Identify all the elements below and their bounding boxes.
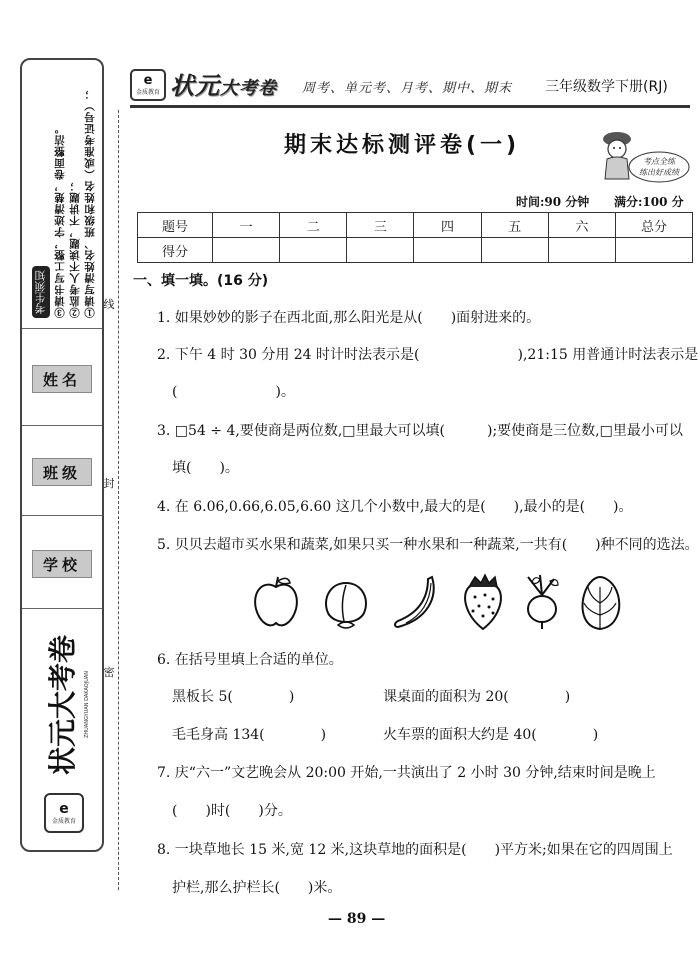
brand-logo-vertical [24, 630, 100, 780]
score-header-cell: 总分 [616, 213, 693, 238]
question-8-line-2: 护栏,那么护栏长( )米。 [172, 880, 342, 896]
score-cell [213, 238, 280, 263]
radish-icon [514, 573, 570, 631]
divider [22, 515, 102, 516]
score-cell [414, 238, 481, 263]
cabbage-icon [572, 573, 628, 631]
score-cell [616, 238, 693, 263]
class-label: 班级 [32, 458, 92, 486]
section-title: 一、填一填。(16 分) [133, 273, 269, 289]
divider [22, 328, 102, 329]
apple-icon [248, 573, 304, 631]
exam-note-1: ①请写清姓名、班级和姓名（或准考证号）； [84, 88, 96, 318]
exam-time: 时间:90 分钟 [516, 195, 590, 209]
question-2-line-2: ( )。 [172, 384, 295, 400]
score-header-cell: 六 [548, 213, 615, 238]
logo-text: 金质教育 [135, 89, 160, 96]
binding-sidebar [20, 58, 104, 852]
name-label: 姓名 [32, 365, 92, 393]
question-3-line-2: 填( )。 [172, 460, 239, 476]
question-8-line-1: 8. 一块草地长 15 米,宽 12 米,这块草地的面积是( )平方米;如果在它的四周围上 [157, 842, 673, 858]
score-table-row [138, 238, 693, 263]
score-cell [280, 238, 347, 263]
exam-note-2: ②监考人不读题，不讲题； [69, 180, 81, 318]
score-cell [481, 238, 548, 263]
score-cell [347, 238, 414, 263]
publisher-logo [44, 793, 84, 833]
page-number: — 89 — [328, 911, 386, 927]
tagline: 周考、单元考、月考、期中、期末 [302, 81, 513, 96]
question-7-line-1: 7. 庆“六一”文艺晚会从 20:00 开始,一共演出了 2 小时 30 分钟,结束时间是晚上 [157, 765, 656, 781]
score-header-cell: 一 [213, 213, 280, 238]
divider [22, 425, 102, 426]
banana-icon [388, 573, 444, 631]
question-6: 6. 在括号里填上合适的单位。 [157, 652, 343, 668]
brand-big: 大考卷 [220, 78, 277, 99]
exam-full-score: 满分:100 分 [614, 195, 684, 209]
strawberry-icon [455, 573, 511, 631]
cut-line-char-mid: 封 [103, 477, 115, 490]
exam-note-3: ③请书写工整，字迹清楚，卷面整洁。 [54, 122, 66, 318]
logo-mark: e [59, 800, 69, 817]
question-6-item-3: 毛毛身高 134( ) [172, 727, 327, 743]
question-6-item-1: 黑板长 5( ) [172, 689, 295, 705]
question-3-line-1: 3. □54 ÷ 4,要使商是两位数,□里最大可以填( );要使商是三位数,□里最小可以 [157, 423, 683, 439]
question-2-line-1: 2. 下午 4 时 30 分用 24 时计时法表示是( ),21:15 用普通计时法表示是 [157, 347, 699, 363]
page-title: 期末达标测评卷(一) [284, 133, 521, 158]
score-row-label: 得分 [138, 238, 213, 263]
mascot-text-2: 练出好成绩 [639, 168, 679, 177]
divider [22, 608, 102, 609]
question-1: 1. 如果妙妙的影子在西北面,那么阳光是从( )面射进来的。 [157, 310, 541, 326]
question-6-item-4: 火车票的面积大约是 40( ) [383, 727, 599, 743]
cut-line [118, 110, 119, 890]
score-table [137, 212, 693, 263]
mascot-illustration [597, 125, 693, 185]
brand-vertical-text: 状元大考卷 [46, 634, 79, 775]
score-cell [548, 238, 615, 263]
score-header-cell: 五 [481, 213, 548, 238]
exam-notes-label: 考生须知 [32, 266, 50, 318]
brand-title [170, 66, 277, 101]
score-header-cell: 二 [280, 213, 347, 238]
logo-mark: e [143, 73, 153, 88]
school-label: 学校 [32, 550, 92, 578]
score-header-cell: 三 [347, 213, 414, 238]
question-5: 5. 贝贝去超市买水果和蔬菜,如果只买一种水果和一种蔬菜,一共有( )种不同的选法。 [157, 537, 699, 553]
cut-line-char-top: 线 [103, 298, 115, 311]
exam-notes [28, 68, 94, 318]
header-logo [130, 69, 166, 101]
score-table-header-row [138, 213, 693, 238]
question-4: 4. 在 6.06,0.66,6.05,6.60 这几个小数中,最大的是( ),最小的是( )。 [157, 499, 633, 515]
score-header-cell: 题号 [138, 213, 213, 238]
question-7-line-2: ( )时( )分。 [172, 803, 292, 819]
brand-main: 状元 [170, 72, 220, 100]
question-6-item-2: 课桌面的面积为 20( ) [383, 689, 571, 705]
brand-vertical-pinyin: ZHUANGYUAN DAKAOJUAN [84, 670, 90, 738]
logo-text: 金质教育 [51, 817, 76, 825]
peach-icon [318, 573, 374, 631]
score-header-cell: 四 [414, 213, 481, 238]
cut-line-char-bottom: 密 [103, 666, 115, 679]
mascot-text-1: 考点全练 [643, 157, 675, 166]
grade-label: 三年级数学下册(RJ) [545, 79, 668, 95]
